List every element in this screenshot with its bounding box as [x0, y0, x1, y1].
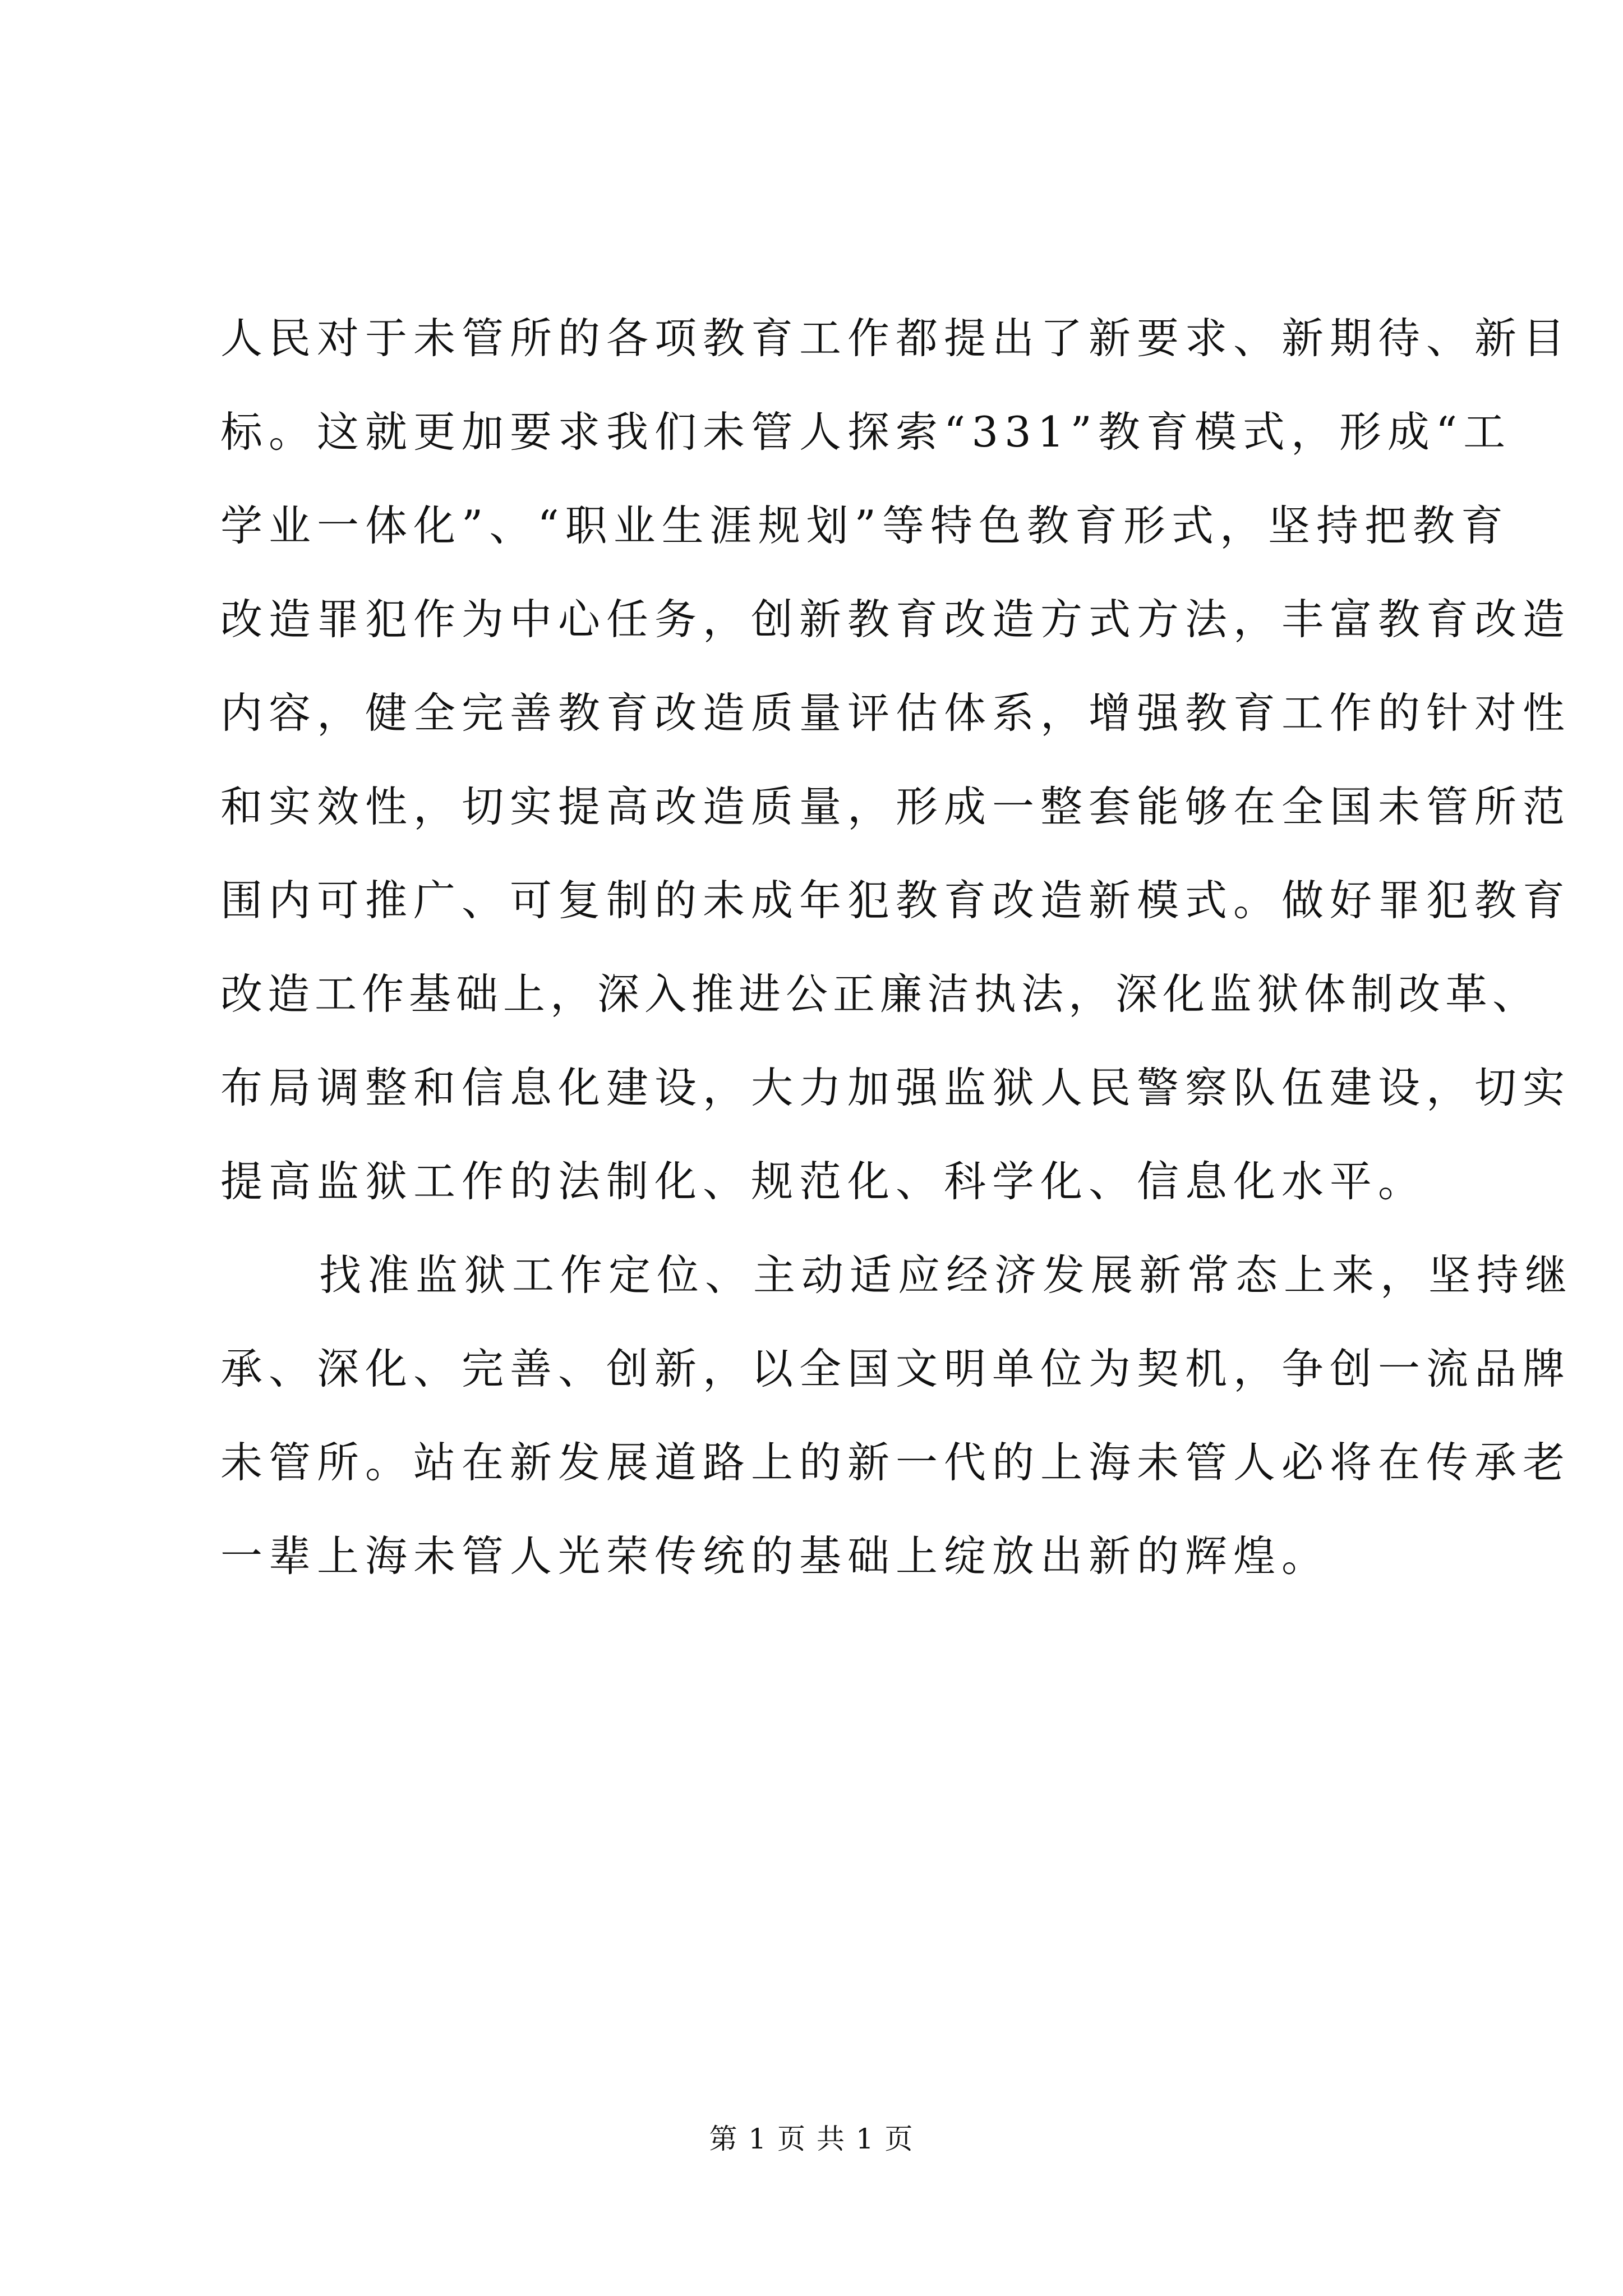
text-line: 未管所。站在新发展道路上的新一代的上海未管人必将在传承老: [220, 1438, 1571, 1487]
text-line: 人民对于未管所的各项教育工作都提出了新要求、新期待、新目: [220, 314, 1571, 363]
text-line: 提高监狱工作的法制化、规范化、科学化、信息化水平。: [220, 1157, 1427, 1206]
text-line: 改造罪犯作为中心任务，创新教育改造方式方法，丰富教育改造: [220, 595, 1571, 644]
text-line: 一辈上海未管人光荣传统的基础上绽放出新的辉煌。: [220, 1531, 1330, 1581]
text-line: 承、深化、完善、创新，以全国文明单位为契机，争创一流品牌: [220, 1344, 1571, 1393]
text-line: 和实效性，切实提高改造质量，形成一整套能够在全国未管所范: [220, 782, 1571, 831]
text-line: 布局调整和信息化建设，大力加强监狱人民警察队伍建设，切实: [220, 1063, 1571, 1112]
text-line: 改造工作基础上，深入推进公正廉洁执法，深化监狱体制改革、: [220, 969, 1540, 1019]
text-line: 标。这就更加要求我们未管人探索“331”教育模式，形成“工: [220, 407, 1512, 457]
paragraph-first-line: 找准监狱工作定位、主动适应经济发展新常态上来，坚持继: [319, 1250, 1574, 1300]
document-body: [220, 292, 1574, 1603]
text-line: 内容，健全完善教育改造质量评估体系，增强教育工作的针对性: [220, 688, 1571, 738]
page-number-footer: 第 1 页 共 1 页: [709, 2123, 914, 2155]
text-line: 围内可推广、可复制的未成年犯教育改造新模式。做好罪犯教育: [220, 876, 1571, 925]
text-line: 学业一体化”、“职业生涯规划”等特色教育形式，坚持把教育: [220, 501, 1510, 550]
